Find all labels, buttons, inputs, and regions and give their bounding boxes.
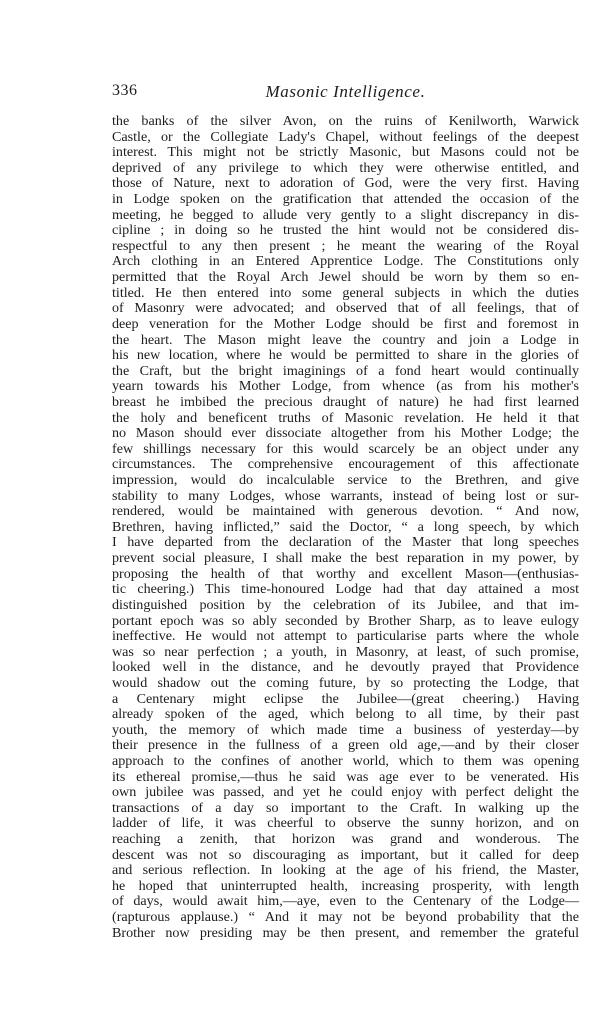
text-line: the heart. The Mason might leave the country and join a Lodge in — [112, 331, 579, 348]
text-line: few shillings necessary for this would scarcely be an object under any — [112, 440, 579, 457]
text-line: cipline ; in doing so he trusted the hint would not be considered dis- — [112, 222, 579, 239]
text-line: distinguished position by the celebration of its Jubilee, and that im- — [112, 596, 579, 613]
text-line: those of Nature, next to adoration of God, were the very first. Having — [112, 175, 579, 192]
text-line: prevent social pleasure, I shall make the best reparation in my power, by — [112, 550, 579, 567]
text-line: was so near perfection ; a youth, in Masonry, at least, of such promise, — [112, 643, 579, 660]
text-line: deep veneration for the Mother Lodge should be first and foremost in — [112, 315, 579, 332]
text-line: portant epoch was so ably seconded by Brother Sharp, as to leave eulogy — [112, 612, 579, 629]
text-line: would shadow out the coming future, by so protecting the Lodge, that — [112, 674, 579, 691]
page-number: 336 — [112, 82, 138, 99]
text-line: circumstances. The comprehensive encouragement of this affectionate — [112, 456, 579, 473]
text-line: titled. He then entered into some general subjects in which the duties — [112, 284, 579, 301]
text-line: descent was not so discouraging as important, but it called for deep — [112, 846, 579, 863]
text-line: Castle, or the Collegiate Lady's Chapel, without feelings of the deepest — [112, 128, 579, 145]
text-line: approach to the confines of another world, which to them was opening — [112, 752, 579, 769]
text-line: transactions of a day so important to the Craft. In walking up the — [112, 799, 579, 816]
text-line: he hoped that uninterrupted health, increasing prosperity, with length — [112, 877, 579, 894]
text-line: the banks of the silver Avon, on the ruins of Kenilworth, Warwick — [112, 113, 579, 129]
text-line: Brethren, having inflicted,” said the Doctor, “ a long speech, by which — [112, 518, 579, 535]
text-line: I have departed from the declaration of the Master that long speeches — [112, 534, 579, 551]
text-line: deprived of any privilege to which they were otherwise entitled, and — [112, 159, 579, 176]
running-title: Masonic Intelligence. — [265, 82, 426, 101]
text-line: respectful to any then present ; he meant the wearing of the Royal — [112, 237, 579, 254]
text-line: tic cheering.) This time-honoured Lodge had that day attained a most — [112, 581, 579, 598]
text-line: permitted that the Royal Arch Jewel should be worn by them so en- — [112, 269, 579, 286]
text-line: yearn towards his Mother Lodge, from whence (as from his mother's — [112, 378, 579, 395]
text-line: Arch clothing in an Entered Apprentice Lodge. The Constitutions only — [112, 253, 579, 270]
text-line: his new location, where he would be permitted to share in the glories of — [112, 347, 579, 364]
text-line: (rapturous applause.) “ And it may not be beyond probability that the — [112, 909, 579, 926]
text-line: impression, would do incalculable service to the Brethren, and give — [112, 472, 579, 489]
body-text — [112, 114, 579, 941]
text-line: meeting, he begged to allude very gently to a slight discrepancy in dis- — [112, 206, 579, 223]
text-line: of days, would await him,—aye, even to the Centenary of the Lodge— — [112, 893, 579, 910]
text-line: already spoken of the aged, which belong to all time, by their past — [112, 706, 579, 723]
text-line: the Craft, but the bright imaginings of a fond heart would continually — [112, 362, 579, 379]
text-line: looked well in the distance, and he devoutly prayed that Providence — [112, 659, 579, 676]
text-line: interest. This might not be strictly Masonic, but Masons could not be — [112, 144, 579, 161]
text-line: of Masonry were advocated; and observed that of all feelings, that of — [112, 300, 579, 317]
text-line: proposing the health of that worthy and excellent Mason—(enthusias- — [112, 565, 579, 582]
text-line: a Centenary might eclipse the Jubilee—(great cheering.) Having — [112, 690, 579, 707]
text-line: the holy and beneficent truths of Masonic revelation. He held it that — [112, 409, 579, 426]
text-line: no Mason should ever dissociate altogether from his Mother Lodge; the — [112, 425, 579, 442]
text-line: breast he imbibed the precious draught of nature) he had first learned — [112, 393, 579, 410]
text-line: own jubilee was passed, and yet he could enjoy with perfect delight the — [112, 784, 579, 801]
text-line: stability to many Lodges, whose warrants, instead of being lost or sur- — [112, 487, 579, 504]
text-line: in Lodge spoken on the gratification that attended the occasion of the — [112, 191, 579, 208]
text-line: ladder of life, it was cheerful to observe the sunny horizon, and on — [112, 815, 579, 832]
text-line: reaching a zenith, that horizon was grand and wonderous. The — [112, 831, 579, 848]
text-line: and serious reflection. In looking at the age of his friend, the Master, — [112, 862, 579, 879]
text-line: youth, the memory of which made time a business of yesterday—by — [112, 721, 579, 738]
text-line: their presence in the fullness of a green old age,—and by their closer — [112, 737, 579, 754]
text-line: its ethereal promise,—thus he said was age ever to be venerated. His — [112, 768, 579, 785]
text-line: Brother now presiding may be then present, and remember the grateful — [112, 924, 579, 941]
text-line: ineffective. He would not attempt to particularise parts where the whole — [112, 628, 579, 645]
text-line: rendered, would be maintained with generous devotion. “ And now, — [112, 503, 579, 520]
running-head — [112, 82, 579, 104]
